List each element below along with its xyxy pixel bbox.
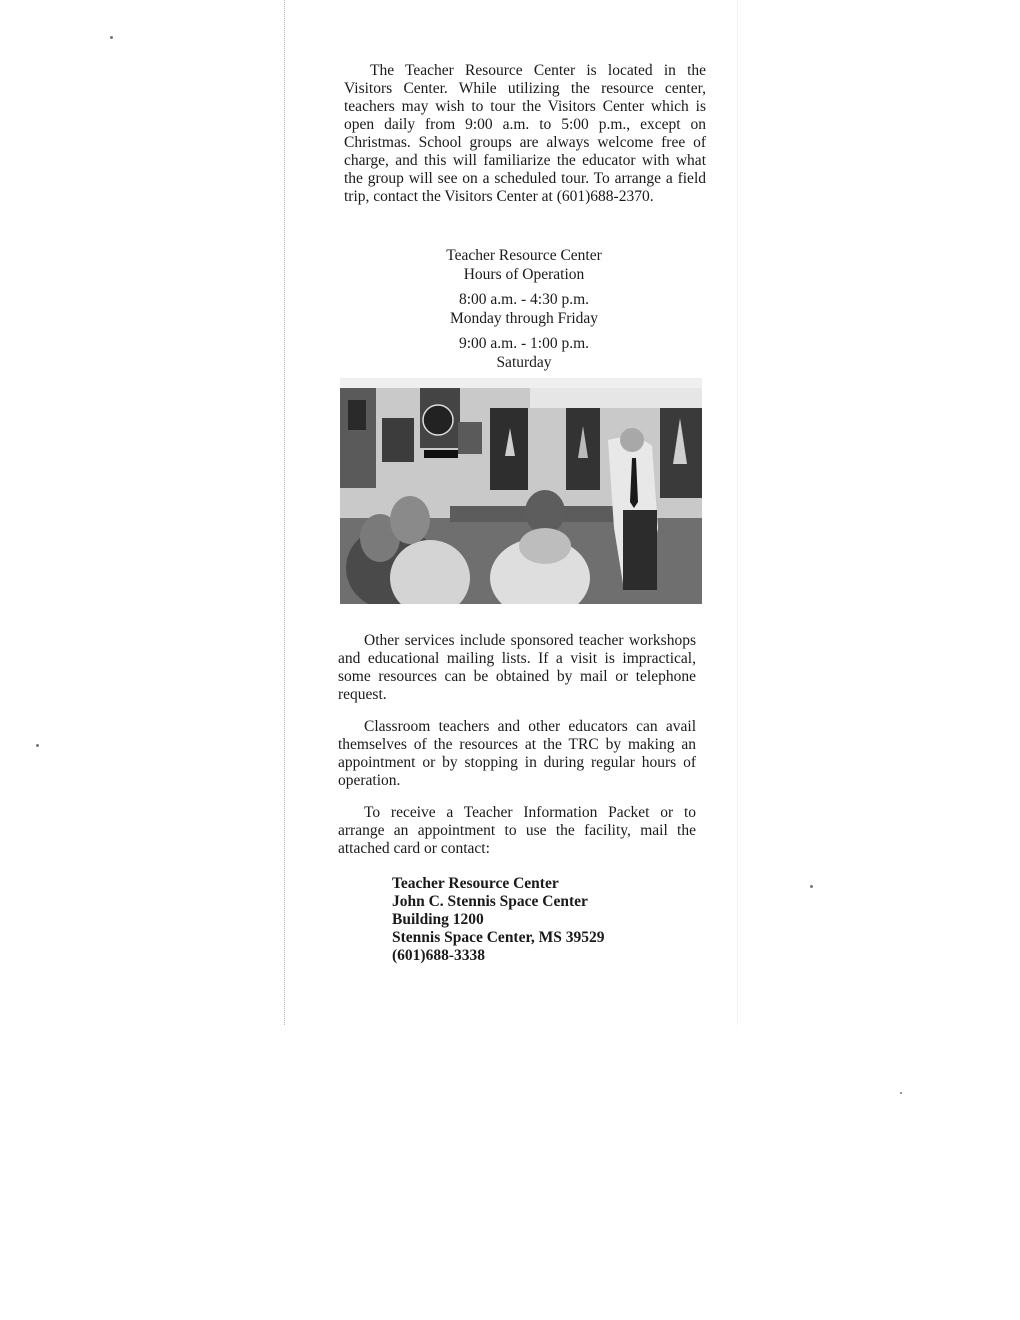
address-block	[392, 875, 605, 965]
access-paragraph: Classroom teachers and other educators can avail themselves of the resources at the TRC by making an appointment or by stopping in during regular hours of operation.	[338, 718, 696, 789]
hours-subtitle: Hours of Operation	[463, 266, 585, 283]
address-line-city: Stennis Space Center, MS 39529	[392, 929, 605, 946]
weekday-days: Monday through Friday	[449, 310, 599, 327]
saturday-time: 9:00 a.m. - 1:00 p.m.	[458, 335, 590, 352]
hours-title: Teacher Resource Center	[446, 247, 602, 264]
address-line-center: Teacher Resource Center	[392, 875, 559, 892]
scan-speck	[36, 744, 39, 747]
weekday-time: 8:00 a.m. - 4:30 p.m.	[458, 291, 590, 308]
scan-speck	[900, 1092, 902, 1094]
hours-block	[400, 246, 648, 372]
services-paragraph: Other services include sponsored teacher workshops and educational mailing lists. If a visit is impractical, some resources can be obtained by mail or telephone request.	[338, 632, 696, 703]
address-line-phone: (601)688-3338	[392, 947, 485, 964]
classroom-photo	[340, 378, 702, 604]
address-line-building: Building 1200	[392, 911, 484, 928]
intro-block	[344, 62, 706, 206]
services-block	[338, 632, 696, 858]
address-line-facility: John C. Stennis Space Center	[392, 893, 588, 910]
intro-paragraph: The Teacher Resource Center is located in the Visitors Center. While utilizing the resource center, teachers may wish to tour the Visitors Center which is open daily from 9:00 a.m. to 5:00 p.m., except on Christmas. School groups are always welcome free of charge, and this will familiarize the educator with what the group will see on a scheduled tour. To arrange a field trip, contact the Visitors Center at (601)688-2370.	[344, 62, 706, 205]
scan-speck	[810, 885, 813, 888]
saturday-day: Saturday	[496, 354, 552, 371]
scan-speck	[110, 36, 113, 39]
contact-paragraph: To receive a Teacher Information Packet or to arrange an appointment to use the facility, mail the attached card or contact:	[338, 804, 696, 857]
